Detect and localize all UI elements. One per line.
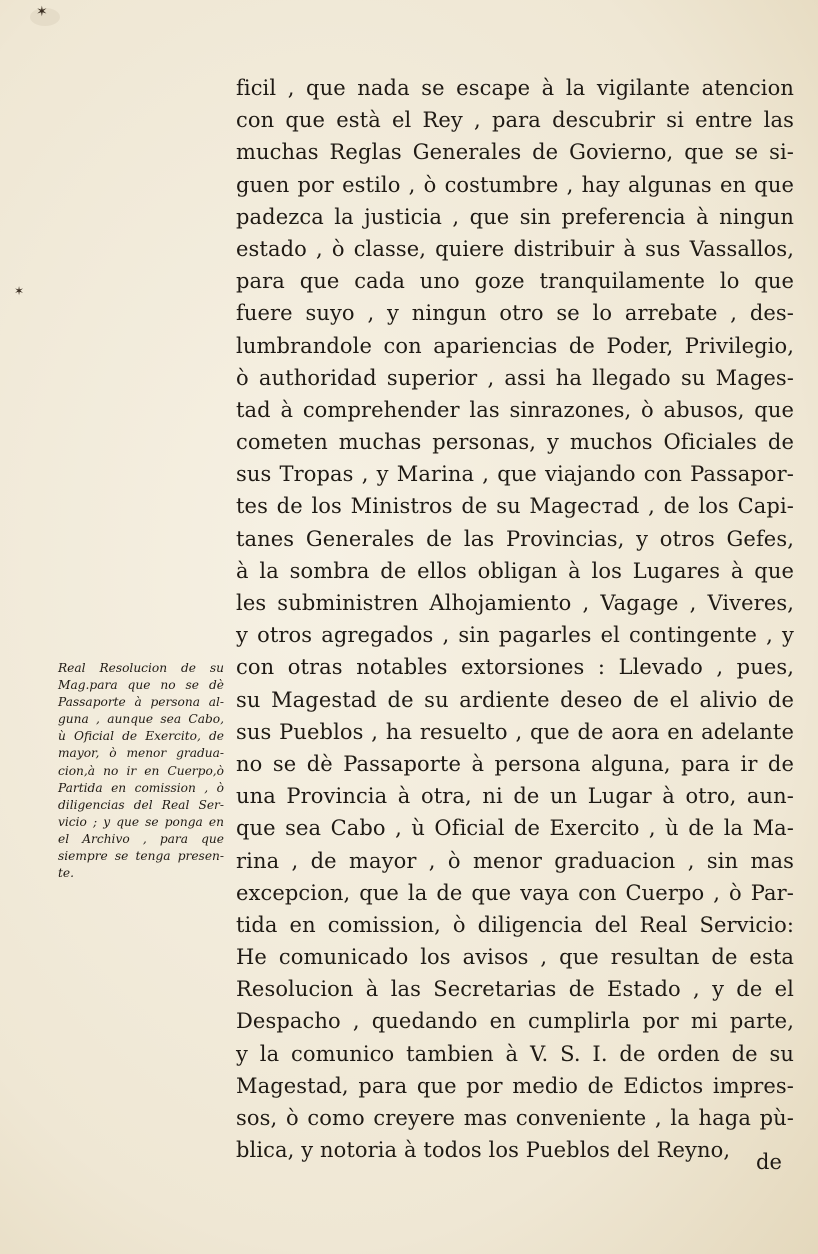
ink-spot-top: ✶ — [36, 4, 48, 20]
main-text-block — [236, 72, 794, 1166]
margin-note-line: cion,à no ir en Cuerpo,ò — [58, 763, 224, 778]
text-line: con que està el Rey , para descubrir si entre las — [236, 108, 794, 133]
margin-note-line: ù Oficial de Exercito, de — [58, 729, 224, 744]
text-line: blica, y notoria à todos los Pueblos del Reyno, — [236, 1138, 731, 1163]
text-line: tad à comprehender las sinrazones, ò abusos, que — [236, 397, 794, 422]
text-line: ò authoridad superior , assi ha llegado su Mages- — [236, 365, 794, 390]
text-line: sos, ò como creyere mas conveniente , la haga pù- — [236, 1106, 794, 1130]
text-line: fuere suyo , y ningun otro se lo arrebate , des- — [236, 301, 794, 326]
text-line: cometen muchas personas, y muchos Oficiales de — [236, 430, 794, 455]
margin-note — [58, 660, 224, 882]
margin-note-line: Real Resolucion de su — [58, 661, 224, 675]
margin-note-line: el Archivo , para que — [58, 831, 224, 846]
text-line: lumbrandole con apariencias de Poder, Privilegio, — [236, 333, 794, 358]
text-line: para que cada uno goze tranquilamente lo que — [236, 269, 794, 294]
text-line: Despacho , quedando en cumplirla por mi parte, — [236, 1009, 794, 1034]
text-line: Magestad, para que por medio de Edictos impres- — [236, 1073, 794, 1098]
margin-note-line: te. — [58, 866, 74, 881]
text-line: padezca la justicia , que sin preferencia à ningun — [236, 204, 794, 229]
text-line: tida en comission, ò diligencia del Real Servicio: — [236, 912, 794, 937]
text-line: muchas Reglas Generales de Govierno, que se si- — [236, 140, 794, 165]
margin-note-line: Mag.para que no se dè — [58, 678, 224, 693]
margin-note-line: Partida en comission , ò — [58, 780, 224, 795]
margin-note-line: guna , aunque sea Cabo, — [58, 712, 224, 727]
text-line: con otras notables extorsiones : Llevado , pues, — [236, 655, 794, 680]
text-line: estado , ò classe, quiere distribuir à sus Vassallos, — [236, 236, 794, 261]
text-line: y otros agregados , sin pagarles el contingente , y — [236, 623, 794, 648]
text-line: guen por estilo , ò costumbre , hay algunas en que — [236, 172, 794, 197]
text-line: ficil , que nada se escape à la vigilante atencion — [236, 76, 794, 100]
text-line: su Magestad de su ardiente deseo de el alivio de — [236, 687, 794, 712]
margin-note-line: diligencias del Real Ser- — [58, 797, 224, 812]
text-line: He comunicado los avisos , que resultan de esta — [236, 945, 794, 970]
text-line: à la sombra de ellos obligan à los Lugares à que — [236, 558, 794, 583]
margin-note-line: mayor, ò menor gradua- — [58, 746, 224, 761]
text-line: no se dè Passaporte à persona alguna, para ir de — [236, 751, 794, 776]
text-line: sus Pueblos , ha resuelto , que de aora en adelante — [236, 719, 794, 744]
text-line: tes de los Ministros de su Mageстad , de los Capi- — [236, 494, 794, 519]
text-line: sus Tropas , y Marina , que viajando con Passapor- — [236, 462, 794, 487]
text-line: excepcion, que la de que vaya con Cuerpo , ò Par- — [236, 880, 794, 905]
margin-note-line: Passaporte à persona al- — [58, 695, 224, 710]
text-line: y la comunico tambien à V. S. I. de orden de su — [236, 1041, 794, 1066]
text-line: que sea Cabo , ù Oficial de Exercito , ù de la Ma- — [236, 816, 794, 841]
text-line: tanes Generales de las Provincias, y otros Gefes, — [236, 526, 794, 551]
margin-note-line: siempre se tenga presen- — [58, 849, 224, 864]
text-line: les subministren Alhojamiento , Vagage , Viveres, — [236, 591, 794, 615]
text-line: Resolucion à las Secretarias de Estado , y de el — [236, 977, 794, 1002]
catchword: de — [756, 1150, 782, 1174]
text-line: rina , de mayor , ò menor graduacion , sin mas — [236, 848, 794, 873]
margin-note-line: vicio ; y que se ponga en — [58, 814, 224, 829]
ink-spot-left: ✶ — [14, 284, 25, 298]
text-line: una Provincia à otra, ni de un Lugar à otro, aun- — [236, 784, 794, 809]
